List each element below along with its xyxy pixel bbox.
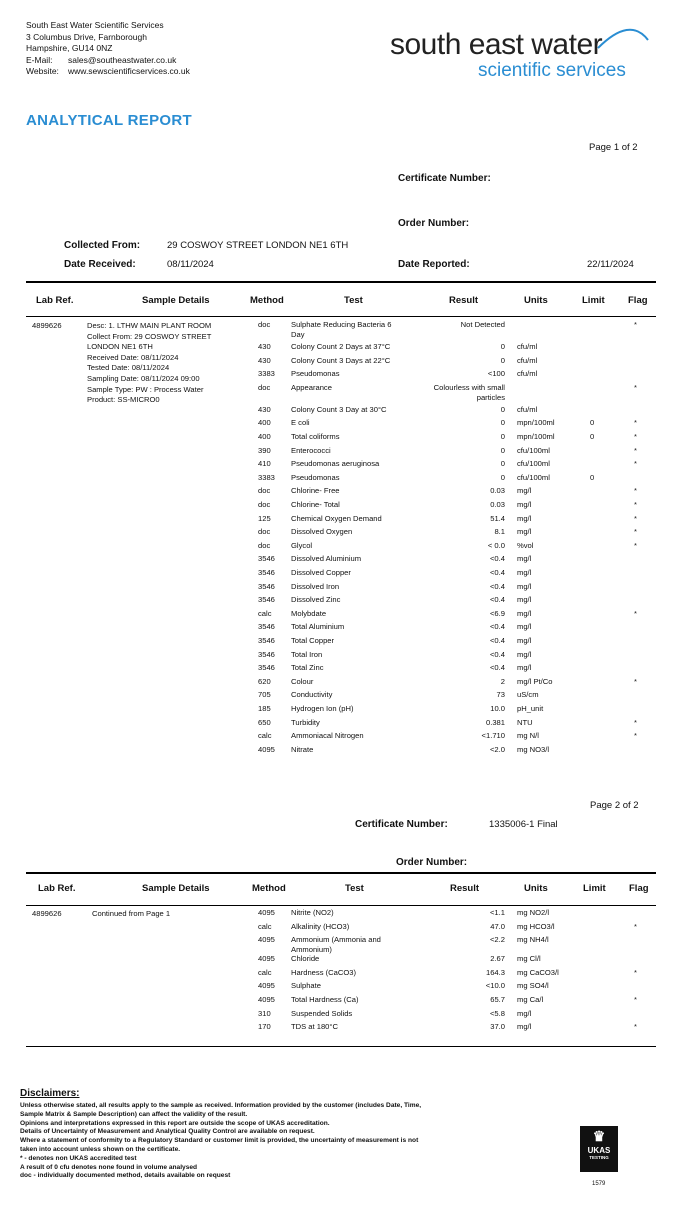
cell-result: <0.4 — [490, 554, 505, 564]
cell-test: Sulphate Reducing Bacteria 6 Day — [291, 320, 392, 339]
cell-test: Enterococci — [291, 445, 331, 455]
cell-flag: * — [634, 382, 637, 392]
cell-test: Hardness (CaCO3) — [291, 967, 356, 977]
cell-flag: * — [634, 459, 637, 469]
cell-units: mg NO2/l — [517, 908, 550, 917]
cell-result: <0.4 — [490, 663, 505, 673]
header-result: Result — [450, 883, 480, 894]
lab-ref-1: 4899626 — [32, 321, 62, 330]
cell-flag: * — [634, 1022, 637, 1032]
header-limit: Limit — [583, 883, 606, 894]
cell-units: mg/l — [517, 663, 532, 673]
cell-units: mg/l — [517, 649, 532, 659]
cell-method: 310 — [258, 1008, 271, 1018]
detail-line: Received Date: 08/11/2024 — [87, 352, 179, 362]
cell-test: TDS at 180°C — [291, 1022, 338, 1032]
cell-result: 0 — [500, 445, 505, 455]
cell-units: cfu/100ml — [517, 445, 550, 455]
cell-result: 0 — [500, 459, 505, 469]
report-title: ANALYTICAL REPORT — [26, 112, 192, 129]
cell-test: Turbidity — [291, 717, 320, 727]
disclaimer-line: A result of 0 cfu denotes none found in volume analysed — [20, 1163, 198, 1171]
cell-method: 170 — [258, 1022, 271, 1032]
cell-flag: * — [634, 432, 637, 441]
cell-units: mg/l — [517, 595, 532, 605]
cell-result: <0.4 — [490, 581, 505, 591]
cell-method: 650 — [258, 717, 271, 727]
header-limit: Limit — [582, 295, 605, 306]
cell-units: mg/l — [517, 568, 532, 577]
cell-units: mg/l — [517, 622, 532, 632]
company-name: South East Water Scientific Services — [26, 20, 164, 30]
cell-method: 3546 — [258, 568, 275, 577]
cell-units: %vol — [517, 540, 534, 550]
email-link[interactable]: sales@southeastwater.co.uk — [68, 54, 177, 65]
cell-method: calc — [258, 967, 272, 977]
cell-flag: * — [634, 527, 637, 537]
header-method: Method — [252, 883, 286, 894]
cell-result: 8.1 — [494, 527, 505, 537]
detail-line: Collect From: 29 COSWOY STREET — [87, 331, 212, 341]
cell-result: <1.1 — [490, 908, 505, 917]
disclaimers-title: Disclaimers: — [20, 1088, 80, 1099]
cell-result: Colourless with small particles — [433, 382, 505, 402]
email-row — [26, 55, 190, 67]
cell-flag: * — [634, 320, 637, 329]
cell-method: 4095 — [258, 744, 275, 754]
cell-result: 0 — [500, 418, 505, 428]
cell-result: <10.0 — [485, 981, 505, 991]
cell-test: Dissolved Copper — [291, 568, 351, 577]
cell-flag: * — [634, 418, 637, 428]
detail-line: Sampling Date: 08/11/2024 09:00 — [87, 373, 200, 383]
cell-test: Chlorine- Total — [291, 500, 340, 509]
cell-method: 3383 — [258, 472, 275, 482]
cell-method: 4095 — [258, 981, 275, 991]
cell-units: mg/l — [517, 636, 532, 645]
cell-test: Alkalinity (HCO3) — [291, 921, 350, 931]
cell-result: <0.4 — [490, 568, 505, 577]
detail-line: Sample Type: PW : Process Water — [87, 384, 204, 394]
cell-method: 3546 — [258, 622, 275, 632]
cell-test: Chlorine- Free — [291, 486, 340, 496]
header-test: Test — [345, 883, 364, 894]
cell-limit: 0 — [590, 432, 595, 441]
website-label: Website: — [26, 66, 59, 77]
disclaimer-line: Opinions and interpretations expressed in this report are outside the scope of UKAS accreditation. — [20, 1119, 330, 1127]
received-label: Date Received: — [64, 259, 136, 270]
cell-method: 3383 — [258, 369, 275, 379]
cell-test: Total Aluminium — [291, 622, 345, 632]
cell-method: 3546 — [258, 581, 275, 591]
cell-test: Dissolved Iron — [291, 581, 340, 591]
cell-method: 3546 — [258, 636, 275, 645]
reported-value: 22/11/2024 — [587, 259, 634, 270]
cell-test: Chloride — [291, 954, 320, 964]
cell-test: Pseudomonas — [291, 369, 340, 379]
cell-test: Glycol — [291, 540, 313, 550]
cell-units: mg/l — [517, 608, 532, 618]
cell-result: 0.03 — [490, 500, 505, 509]
cell-units: mg/l — [517, 554, 532, 564]
cell-result: <1.710 — [481, 731, 505, 741]
address-line-1: 3 Columbus Drive, Farnborough — [26, 31, 147, 42]
cell-units: mg NO3/l — [517, 744, 550, 754]
disclaimer-line: doc - individually documented method, details available on request — [20, 1172, 231, 1180]
cell-test: Total Iron — [291, 649, 323, 659]
ukas-badge — [580, 1126, 618, 1172]
cell-test: Total Zinc — [291, 663, 324, 673]
cell-method: 430 — [258, 404, 271, 414]
company-logo — [390, 30, 626, 82]
cell-test: Pseudomonas aeruginosa — [291, 459, 380, 469]
cell-result: 10.0 — [490, 704, 505, 713]
certificate-label-2: Certificate Number: — [355, 819, 448, 830]
cell-result: 0.381 — [485, 717, 505, 727]
cell-units: mg/l — [517, 527, 532, 537]
cell-units: mg/l — [517, 1008, 532, 1018]
cell-method: doc — [258, 527, 271, 537]
cell-result: 2 — [500, 676, 505, 686]
cell-units: mg/l Pt/Co — [517, 676, 553, 686]
company-address — [26, 20, 190, 78]
cell-flag: * — [634, 676, 637, 686]
cell-units: NTU — [517, 717, 533, 727]
cell-result: <2.2 — [490, 935, 505, 945]
reported-label: Date Reported: — [398, 259, 470, 270]
cell-test: Total coliforms — [291, 432, 340, 441]
header-test: Test — [344, 295, 363, 306]
cell-result: 0 — [500, 342, 505, 351]
cell-units: cfu/ml — [517, 404, 538, 414]
cell-flag: * — [634, 608, 637, 618]
cell-units: cfu/100ml — [517, 472, 550, 482]
cell-units: mg Ca/l — [517, 995, 544, 1004]
cell-method: calc — [258, 921, 272, 931]
header-flag: Flag — [629, 883, 649, 894]
cell-units: cfu/ml — [517, 342, 538, 351]
cell-test: Hydrogen Ion (pH) — [291, 704, 354, 713]
cell-units: mpn/100ml — [517, 432, 555, 441]
cell-method: doc — [258, 382, 271, 392]
ukas-sub: TESTING — [589, 1155, 609, 1160]
cell-test: Ammonium (Ammonia and Ammonium) — [291, 935, 381, 955]
cell-units: mg Cl/l — [517, 954, 541, 964]
table-bottom-rule — [26, 1046, 656, 1047]
cell-test: Colour — [291, 676, 314, 686]
cell-test: Total Copper — [291, 636, 335, 645]
cell-units: mg NH4/l — [517, 935, 549, 945]
cell-units: uS/cm — [517, 690, 539, 700]
header-lab-ref: Lab Ref. — [36, 295, 74, 306]
cell-method: 3546 — [258, 554, 275, 564]
cell-test: Nitrite (NO2) — [291, 908, 334, 917]
cell-units: mg N/l — [517, 731, 539, 741]
cell-test: Appearance — [291, 382, 332, 392]
header-sample-details: Sample Details — [142, 295, 210, 306]
cell-flag: * — [634, 731, 637, 741]
cell-method: 3546 — [258, 649, 275, 659]
cell-test: Dissolved Oxygen — [291, 527, 353, 537]
cell-units: pH_unit — [517, 704, 544, 713]
cell-test: E coli — [291, 418, 310, 428]
cell-flag: * — [634, 445, 637, 455]
cell-result: 2.67 — [490, 954, 505, 964]
disclaimer-line: Unless otherwise stated, all results apply to the sample as received. Information provided by the customer (includes Date, Time, — [20, 1102, 422, 1109]
cell-flag: * — [634, 921, 637, 931]
lab-ref-2: 4899626 — [32, 909, 62, 918]
cell-method: calc — [258, 731, 272, 741]
cell-result: <6.9 — [490, 608, 505, 618]
header-sample-details: Sample Details — [142, 883, 210, 894]
cell-result: Not Detected — [460, 320, 505, 329]
disclaimer-line: Details of Uncertainty of Measurement and Analytical Quality Control are available on request. — [20, 1128, 315, 1136]
cell-units: mg SO4/l — [517, 981, 549, 991]
cell-units: cfu/ml — [517, 355, 538, 365]
collected-label: Collected From: — [64, 240, 141, 251]
cell-method: 4095 — [258, 935, 275, 945]
collected-value: 29 COSWOY STREET LONDON NE1 6TH — [167, 240, 349, 251]
logo-line-2: scientific services — [478, 60, 626, 81]
detail-line: Desc: 1. LTHW MAIN PLANT ROOM — [87, 321, 212, 330]
cell-limit: 0 — [590, 472, 595, 482]
cell-test: Molybdate — [291, 608, 327, 618]
cell-method: 4095 — [258, 995, 275, 1004]
header-rule-2 — [26, 905, 656, 906]
cell-test: Total Hardness (Ca) — [291, 995, 359, 1004]
cell-result: <0.4 — [490, 649, 505, 659]
cell-test: Sulphate — [291, 981, 321, 991]
cell-method: doc — [258, 500, 271, 509]
cell-result: <0.4 — [490, 622, 505, 632]
disclaimer-line: * - denotes non UKAS accredited test — [20, 1154, 137, 1162]
cell-result: 51.4 — [490, 513, 505, 523]
cell-result: 0 — [500, 404, 505, 414]
cell-result: < 0.0 — [487, 540, 505, 550]
cell-flag: * — [634, 540, 637, 550]
header-lab-ref: Lab Ref. — [38, 883, 76, 894]
cell-result: <2.0 — [490, 744, 505, 754]
website-row — [26, 66, 190, 78]
cell-result: 0 — [500, 472, 505, 482]
cell-result: 65.7 — [490, 995, 505, 1004]
cell-units: mg/l — [517, 581, 532, 591]
cell-method: 125 — [258, 513, 271, 523]
header-rule-1 — [26, 316, 656, 317]
cell-result: 0 — [500, 355, 505, 365]
cell-result: 37.0 — [490, 1022, 505, 1032]
address-line-2: Hampshire, GU14 0NZ — [26, 43, 113, 54]
cell-method: 705 — [258, 690, 271, 700]
cell-test: Colony Count 2 Days at 37°C — [291, 342, 391, 351]
certificate-value: 1335006-1 Final — [489, 819, 558, 830]
cell-flag: * — [634, 513, 637, 523]
cell-result: <0.4 — [490, 595, 505, 605]
cell-result: 47.0 — [490, 921, 505, 931]
sample-details — [87, 321, 211, 406]
cell-flag: * — [634, 500, 637, 509]
disclaimer-line: taken into account unless shown on the certificate. — [20, 1145, 181, 1153]
cell-test: Dissolved Zinc — [291, 595, 341, 605]
cell-test: Conductivity — [291, 690, 333, 700]
cell-method: 410 — [258, 459, 271, 469]
logo-line-1: south east water — [390, 28, 603, 61]
cell-units: mg/l — [517, 513, 532, 523]
cell-test: Colony Count 3 Day at 30°C — [291, 404, 387, 414]
header-flag: Flag — [628, 295, 648, 306]
cell-method: 400 — [258, 432, 271, 441]
cell-method: 185 — [258, 704, 271, 713]
cell-test: Pseudomonas — [291, 472, 340, 482]
cell-method: 430 — [258, 355, 271, 365]
disclaimer-line: Sample Matrix & Sample Description) can affect the validity of the result. — [20, 1110, 248, 1118]
cell-method: doc — [258, 486, 271, 496]
cell-units: mg/l — [517, 486, 532, 496]
cell-method: 390 — [258, 445, 271, 455]
email-label: E-Mail: — [26, 54, 53, 65]
cell-test: Colony Count 3 Days at 22°C — [291, 355, 391, 365]
detail-line: Tested Date: 08/11/2024 — [87, 363, 170, 373]
cell-flag: * — [634, 995, 637, 1004]
crown-icon: ♛ — [592, 1128, 606, 1144]
received-value: 08/11/2024 — [167, 259, 214, 270]
cell-method: calc — [258, 608, 272, 618]
cell-method: 430 — [258, 342, 271, 351]
table-top-rule-2 — [26, 872, 656, 874]
header-result: Result — [449, 295, 479, 306]
continued-note: Continued from Page 1 — [92, 909, 171, 918]
cell-test: Suspended Solids — [291, 1008, 353, 1018]
cell-result: 164.3 — [485, 967, 505, 977]
cell-method: doc — [258, 540, 271, 550]
disclaimer-line: Where a statement of conformity to a Regulatory Standard or customer limit is provided, the uncertainty of measurement is not — [20, 1137, 419, 1145]
header-units: Units — [524, 295, 548, 306]
table-top-rule — [26, 281, 656, 283]
header-units: Units — [524, 883, 548, 894]
cell-flag: * — [634, 967, 637, 977]
cell-method: doc — [258, 320, 271, 329]
cell-method: 4095 — [258, 908, 275, 917]
order-label-2: Order Number: — [396, 857, 468, 868]
cell-result: <5.8 — [490, 1008, 505, 1018]
cell-units: mg CaCO3/l — [517, 967, 559, 977]
cell-units: mg/l — [517, 500, 532, 509]
cell-method: 3546 — [258, 595, 275, 605]
cell-units: cfu/100ml — [517, 459, 550, 469]
cell-result: 73 — [496, 690, 505, 700]
cell-result: 0.03 — [490, 486, 505, 496]
cell-method: 3546 — [258, 663, 275, 673]
disclaimers-text — [20, 1102, 460, 1181]
cell-result: <100 — [487, 369, 505, 379]
ukas-label: UKAS — [587, 1146, 611, 1155]
detail-line: LONDON NE1 6TH — [87, 342, 153, 352]
cell-test: Nitrate — [291, 744, 314, 754]
page-number-1: Page 1 of 2 — [589, 142, 638, 153]
website-link[interactable]: www.sewscientificservices.co.uk — [68, 66, 190, 77]
page-number-2: Page 2 of 2 — [590, 800, 639, 811]
order-label-1: Order Number: — [398, 218, 470, 229]
certificate-label-1: Certificate Number: — [398, 173, 491, 184]
cell-method: 400 — [258, 418, 271, 428]
cell-method: 620 — [258, 676, 271, 686]
logo-swoosh-icon — [590, 16, 650, 56]
cell-flag: * — [634, 486, 637, 496]
cell-units: mg HCO3/l — [517, 921, 555, 931]
cell-test: Dissolved Aluminium — [291, 554, 362, 564]
header-method: Method — [250, 295, 284, 306]
cell-result: <0.4 — [490, 636, 505, 645]
cell-test: Chemical Oxygen Demand — [291, 513, 382, 523]
cell-test: Ammoniacal Nitrogen — [291, 731, 364, 741]
ukas-number: 1579 — [592, 1181, 606, 1187]
cell-units: mg/l — [517, 1022, 532, 1032]
detail-line: Product: SS-MICRO0 — [87, 395, 160, 405]
cell-flag: * — [634, 717, 637, 727]
cell-method: 4095 — [258, 954, 275, 964]
cell-limit: 0 — [590, 418, 595, 428]
cell-units: mpn/100ml — [517, 418, 555, 428]
cell-units: cfu/ml — [517, 369, 538, 379]
cell-result: 0 — [500, 432, 505, 441]
